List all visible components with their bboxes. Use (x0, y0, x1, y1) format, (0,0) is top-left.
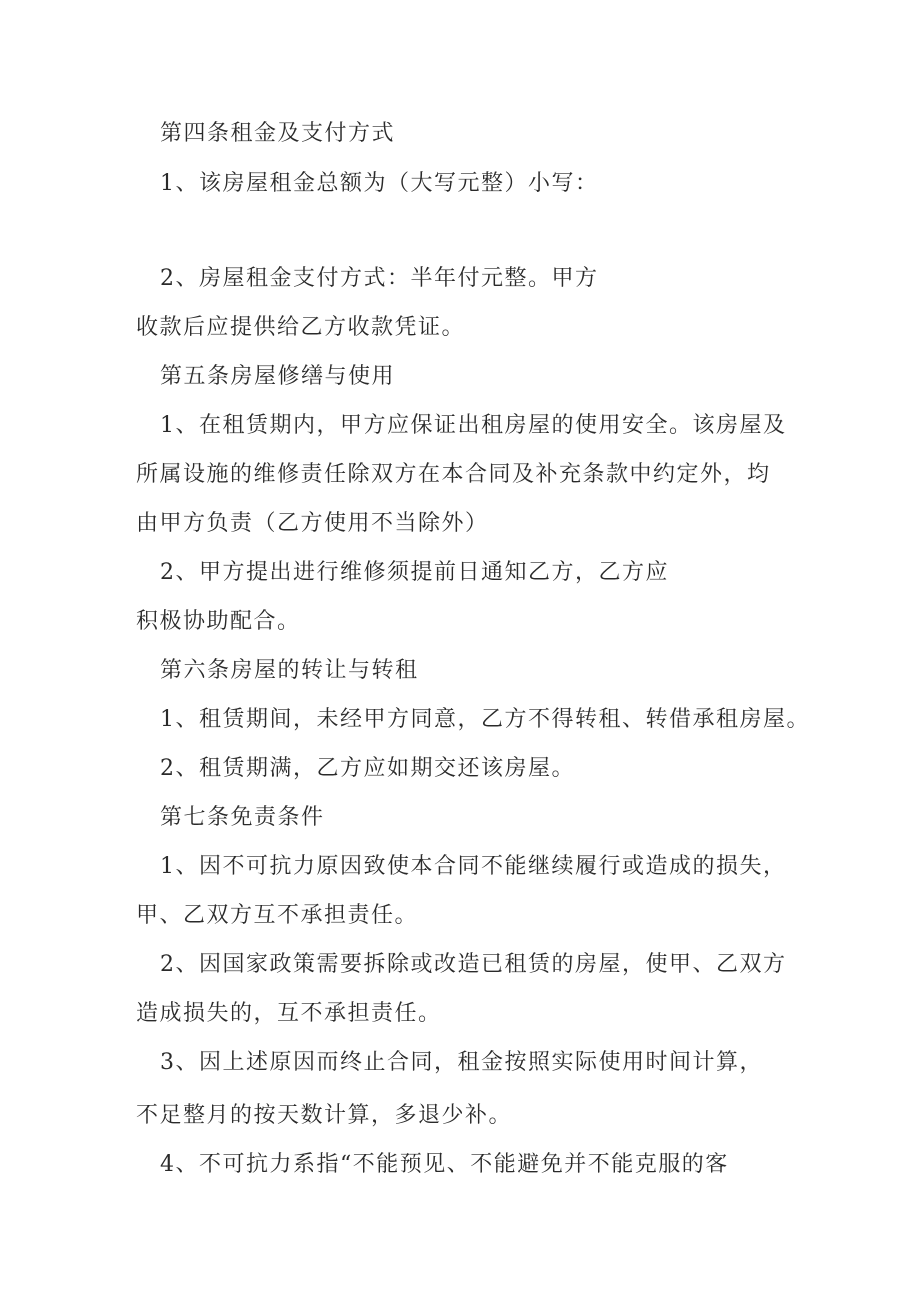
article-6-heading: 第六条房屋的转让与转租 (160, 658, 419, 683)
article-4-clause-2-line-2: 收款后应提供给乙方收款凭证。 (136, 315, 466, 340)
article-5-clause-2-line-2: 积极协助配合。 (136, 609, 301, 634)
article-6-clause-1: 1、租赁期间，未经甲方同意，乙方不得转租、转借承租房屋。 (160, 707, 810, 732)
article-5-clause-1-line-3: 由甲方负责（乙方使用不当除外） (136, 511, 489, 536)
article-7-clause-2-line-1: 2、因国家政策需要拆除或改造已租赁的房屋，使甲、乙双方 (160, 952, 787, 977)
article-5-clause-2-line-1: 2、甲方提出进行维修须提前日通知乙方，乙方应 (160, 560, 669, 585)
article-7-heading: 第七条免责条件 (160, 805, 325, 830)
article-7-clause-1-line-2: 甲、乙双方互不承担责任。 (136, 903, 419, 928)
article-4-clause-1: 1、该房屋租金总额为（大写元整）小写： (160, 171, 599, 196)
article-6-clause-2: 2、租赁期满，乙方应如期交还该房屋。 (160, 756, 575, 781)
article-7-clause-4-line-1: 4、不可抗力系指“不能预见、不能避免并不能克服的客 (160, 1152, 729, 1177)
article-4-heading: 第四条租金及支付方式 (160, 121, 396, 146)
article-5-clause-1-line-1: 1、在租赁期内，甲方应保证出租房屋的使用安全。该房屋及 (160, 413, 787, 438)
article-7-clause-2-line-2: 造成损失的，互不承担责任。 (136, 1001, 442, 1026)
article-7-clause-3-line-1: 3、因上述原因而终止合同，租金按照实际使用时间计算， (160, 1050, 763, 1075)
article-5-heading: 第五条房屋修缮与使用 (160, 364, 396, 389)
article-7-clause-1-line-1: 1、因不可抗力原因致使本合同不能继续履行或造成的损失， (160, 854, 787, 879)
article-5-clause-1-line-2: 所属设施的维修责任除双方在本合同及补充条款中约定外，均 (136, 462, 771, 487)
article-4-clause-2-line-1: 2、房屋租金支付方式：半年付元整。甲方 (160, 266, 599, 291)
article-7-clause-3-line-2: 不足整月的按天数计算，多退少补。 (136, 1103, 513, 1128)
